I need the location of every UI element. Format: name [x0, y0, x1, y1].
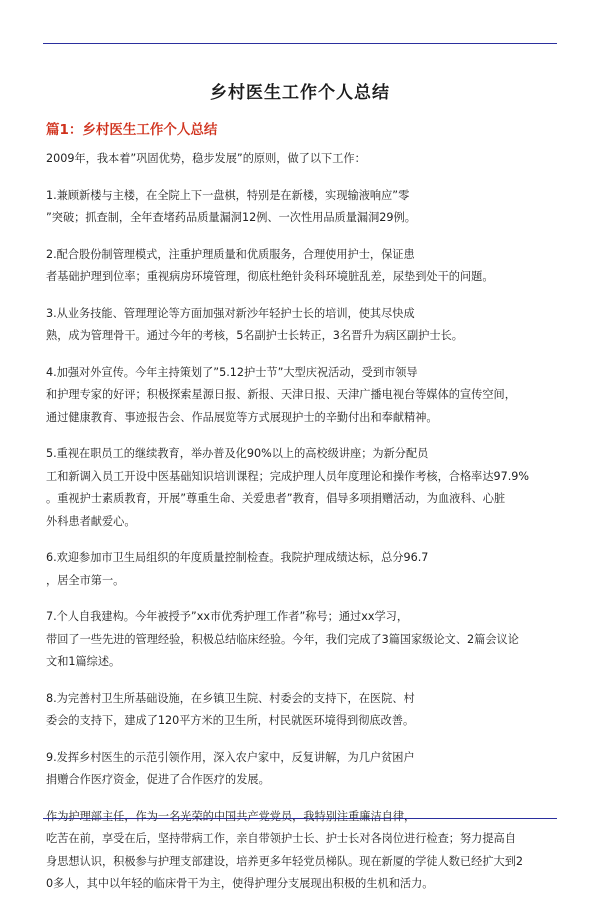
paragraph: 7.个人自我建构。今年被授予”xx市优秀护理工作者”称号；通过xx学习， 带回了一些先进的管理经验，积极总结临床经验。今年，我们完成了3篇国家级论文、2篇会议论 文和1篇综述。: [46, 610, 519, 668]
paragraph: 5.重视在职员工的继续教育，举办普及化90%以上的高校级讲座；为新分配员 工和新调入员工开设中医基础知识培训课程；完成护理人员年度理论和操作考核，合格率达97.9% 。重视护士素质教育，开展”尊重生命、关爱患者”教育，倡导多项捐赠活动，为血液科、心脏 外科患者献爱心。: [46, 447, 530, 528]
paragraph: 4.加强对外宣传。今年主持策划了”5.12护士节”大型庆祝活动，受到市领导 和护理专家的好评；积极探索星源日报、新报、天津日报、天津广播电视台等媒体的宣传空间， 通过健康教育、事迹报告会、作品展览等方式展现护士的辛勤付出和奉献精神。: [46, 365, 516, 424]
bottom-divider: [43, 818, 557, 819]
paragraph: 1.兼顾新楼与主楼，在全院上下一盘棋，特别是在新楼，实现输液响应”零 ”突破；抓查制，全年查堵药品质量漏洞12例、一次性用品质量漏洞29例。: [46, 188, 416, 224]
paragraph: 6.欢迎参加市卫生局组织的年度质量控制检查。我院护理成绩达标，总分96.7 ，居全市第一。: [46, 551, 429, 587]
paragraph: 8.为完善村卫生所基础设施，在乡镇卫生院、村委会的支持下，在医院、村 委会的支持下，建成了120平方米的卫生所，村民就医环境得到彻底改善。: [46, 691, 415, 727]
paragraph: 2009年，我本着”巩固优势，稳步发展”的原则，做了以下工作：: [46, 152, 366, 165]
section-heading: 篇1：乡村医生工作个人总结: [46, 122, 218, 138]
document-body: [46, 148, 558, 910]
paragraph: 作为护理部主任，作为一名光荣的中国共产党党员，我特别注重廉洁自律， 吃苦在前，享受在后，坚持带病工作，亲自带领护士长、护士长对各岗位进行检查；努力提高自 身思想认识，积极参与护理支部建设，培养更多年轻党员梯队。现在新厦的学徒人数已经扩大到2 0多人，其中以年轻的临床骨干为主，使得护理分支展现出积极的生机和活力。: [46, 809, 523, 890]
document-title: 乡村医生工作个人总结: [210, 83, 390, 103]
paragraph: 9.发挥乡村医生的示范引领作用，深入农户家中，反复讲解，为几户贫困户 捐赠合作医疗资金，促进了合作医疗的发展。: [46, 750, 415, 786]
paragraph: 2.配合股份制管理模式，注重护理质量和优质服务，合理使用护士，保证患 者基础护理到位率；重视病房环境管理，彻底杜绝针灸科环境脏乱差，尿垫到处干的问题。: [46, 247, 494, 283]
top-divider: [43, 43, 557, 44]
paragraph: 3.从业务技能、管理理论等方面加强对新沙年轻护士长的培训，使其尽快成 熟，成为管理骨干。通过今年的考核，5名副护士长转正，3名晋升为病区副护士长。: [46, 306, 463, 342]
